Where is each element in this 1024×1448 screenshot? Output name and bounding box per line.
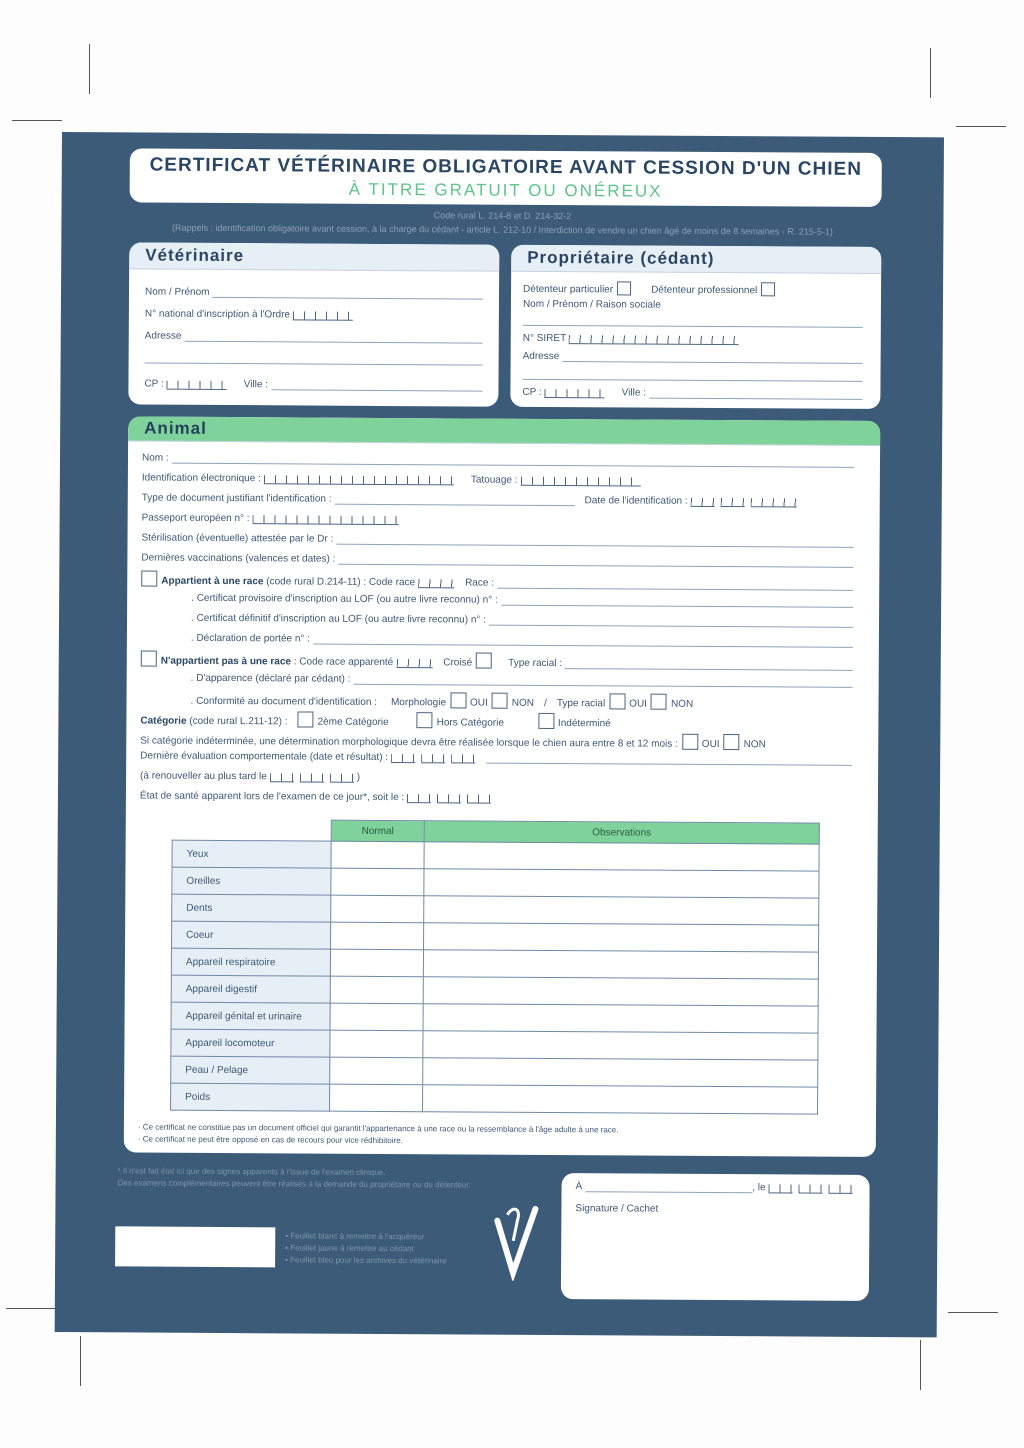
crop-mark bbox=[956, 126, 1006, 127]
normal-cell[interactable] bbox=[330, 1003, 423, 1031]
normal-cell[interactable] bbox=[331, 895, 424, 923]
health-row-label: Yeux bbox=[172, 840, 331, 868]
detenteur-checkboxes: Détenteur particulier Détenteur professionnel bbox=[523, 281, 779, 297]
normal-cell[interactable] bbox=[330, 1057, 423, 1085]
feuillet-jaune: • Feuillet jaune à remettre au cédant bbox=[285, 1243, 414, 1254]
health-row-label: Appareil génital et urinaire bbox=[171, 1002, 330, 1030]
indet-oui-checkbox[interactable] bbox=[682, 734, 698, 750]
racial-oui-checkbox[interactable] bbox=[609, 693, 625, 709]
health-row-label: Poids bbox=[171, 1083, 330, 1111]
categorie-row: Catégorie (code rural L.211-12) : 2ème Catégorie Hors Catégorie Indéterminé bbox=[140, 710, 610, 729]
evaluation-field[interactable]: Dernière évaluation comportementale (date et résultat) : bbox=[140, 750, 852, 765]
normal-cell[interactable] bbox=[331, 922, 424, 950]
lof-provisoire-field[interactable]: . Certificat provisoire d'inscription au LOF (ou autre livre reconnu) n° : bbox=[191, 593, 853, 608]
logo-v-stroke bbox=[497, 1209, 535, 1273]
morpho-oui-checkbox[interactable] bbox=[450, 692, 466, 708]
indetermine-checkbox[interactable] bbox=[538, 713, 554, 729]
col-observations: Observations bbox=[424, 821, 819, 844]
apparence-field[interactable]: . D'apparence (déclaré par cédant) : bbox=[191, 673, 853, 688]
animal-nom-field[interactable]: Nom : bbox=[142, 452, 854, 467]
lieu-date-field[interactable]: À , le bbox=[576, 1181, 856, 1194]
health-row-label: Peau / Pelage bbox=[171, 1056, 330, 1084]
animal-heading: Animal bbox=[128, 416, 880, 446]
prop-nom-field[interactable] bbox=[523, 315, 863, 328]
race-input[interactable] bbox=[497, 578, 853, 591]
observation-cell[interactable] bbox=[423, 1058, 818, 1087]
vet-ordre-field[interactable]: N° national d'inscription à l'Ordre bbox=[145, 309, 356, 321]
hors-cat-checkbox[interactable] bbox=[417, 712, 433, 728]
professionnel-checkbox[interactable] bbox=[761, 282, 775, 296]
racial-non-checkbox[interactable] bbox=[651, 694, 667, 710]
health-row bbox=[171, 1056, 818, 1087]
vet-cp-ville-field[interactable]: CP : Ville : bbox=[144, 379, 482, 392]
veterinaire-heading: Vétérinaire bbox=[129, 242, 499, 271]
declaration-portee-field[interactable]: . Déclaration de portée n° : bbox=[191, 633, 853, 648]
note-1: · Ce certificat ne constitue pas un document officiel qui garantit l'appartenance à une race ou la ressemblance à l'âge adulte à une race. bbox=[137, 1122, 619, 1135]
conformite-row: . Conformité au document d'identification : Morphologie OUI NON / Type racial OUI NON bbox=[190, 691, 693, 710]
feuillet-blanc: • Feuillet blanc à remettre à l'acquéreur bbox=[285, 1231, 425, 1242]
observation-cell[interactable] bbox=[424, 842, 819, 871]
rappels-line: (Rappels : identification obligatoire avant cession, à la charge du cédant - article L. 212-10 / Interdiction de vendre un chien âgé de moins de 8 semaines - R. 215-5-1) bbox=[171, 222, 833, 237]
code-reference: Code rural L. 214-8 et D. 214-32-2 bbox=[433, 210, 572, 222]
veterinary-logo-icon bbox=[483, 1201, 543, 1281]
normal-cell[interactable] bbox=[331, 868, 424, 896]
observation-cell[interactable] bbox=[423, 977, 818, 1006]
health-row bbox=[172, 894, 819, 925]
health-row-label: Coeur bbox=[172, 921, 331, 949]
health-row-label: Dents bbox=[172, 894, 331, 922]
health-row-label: Appareil respiratoire bbox=[171, 948, 330, 976]
animal-section bbox=[124, 416, 880, 1157]
crop-mark bbox=[12, 120, 62, 121]
cat2-checkbox[interactable] bbox=[297, 711, 313, 727]
crop-mark bbox=[6, 1308, 56, 1309]
crop-mark bbox=[920, 1340, 921, 1390]
health-row-label: Oreilles bbox=[172, 867, 331, 895]
page-subtitle: À TITRE GRATUIT OU ONÉREUX bbox=[348, 179, 663, 201]
health-row bbox=[171, 975, 818, 1006]
renouveler-field[interactable]: (à renouveller au plus tard le ) bbox=[140, 770, 361, 783]
race-row: Appartient à une race (code rural D.214-11) : Code race Race : bbox=[141, 570, 853, 590]
veterinaire-section bbox=[128, 242, 499, 406]
examen-note-2: Des examens complémentaires peuvent être réalisés à la demande du propriétaire ou du détenteur. bbox=[117, 1178, 471, 1190]
vet-adresse-line2[interactable] bbox=[145, 353, 483, 366]
vaccinations-field[interactable]: Dernières vaccinations (valences et dates) : bbox=[141, 552, 853, 567]
observation-cell[interactable] bbox=[423, 1031, 818, 1060]
certificate-sheet bbox=[55, 132, 944, 1337]
barcode-area bbox=[115, 1226, 275, 1267]
prop-cp-ville-field[interactable]: CP : Ville : bbox=[522, 387, 862, 400]
observation-cell[interactable] bbox=[424, 896, 819, 925]
health-table bbox=[170, 819, 820, 1115]
pas-race-checkbox[interactable] bbox=[141, 650, 157, 666]
croise-checkbox[interactable] bbox=[476, 653, 492, 669]
logo-caduceus-stroke bbox=[507, 1209, 518, 1241]
passeport-field[interactable]: Passeport européen n° : bbox=[142, 512, 402, 525]
health-row bbox=[172, 921, 819, 952]
observation-cell[interactable] bbox=[424, 923, 819, 952]
col-normal: Normal bbox=[331, 820, 424, 842]
pas-race-row: N'appartient pas à une race : Code race apparenté Croisé Type racial : bbox=[141, 650, 853, 670]
normal-cell[interactable] bbox=[331, 841, 424, 869]
health-row bbox=[171, 1083, 818, 1114]
observation-cell[interactable] bbox=[424, 869, 819, 898]
examen-note-1: * Il n'est fait état ici que des signes apparents à l'issue de l'examen clinique. bbox=[117, 1166, 386, 1177]
etat-sante-field[interactable]: État de santé apparent lors de l'examen de ce jour*, soit le : bbox=[140, 790, 494, 803]
feuillet-bleu: • Feuillet bleu pour les archives du vétérinaire bbox=[285, 1255, 447, 1266]
particulier-checkbox[interactable] bbox=[617, 281, 631, 295]
signature-label: Signature / Cachet bbox=[575, 1203, 659, 1215]
type-racial-input[interactable] bbox=[565, 658, 853, 671]
prop-siret-field[interactable]: N° SIRET bbox=[523, 333, 743, 345]
crop-mark bbox=[89, 44, 90, 94]
note-2: · Ce certificat ne peut être opposé en cas de recours pour vice rédhibitoire. bbox=[137, 1134, 403, 1146]
health-row bbox=[172, 840, 819, 871]
prop-nom-label: Nom / Prénom / Raison sociale bbox=[522, 298, 661, 311]
health-row-label: Appareil locomoteur bbox=[171, 1029, 330, 1057]
crop-mark bbox=[80, 1336, 81, 1386]
page-title: CERTIFICAT VÉTÉRINAIRE OBLIGATOIRE AVANT CESSION D'UN CHIEN bbox=[149, 154, 863, 180]
vet-nom-field[interactable]: Nom / Prénom bbox=[145, 287, 483, 300]
prop-adresse-line2[interactable] bbox=[522, 369, 862, 382]
morpho-non-checkbox[interactable] bbox=[492, 693, 508, 709]
normal-cell[interactable] bbox=[330, 976, 423, 1004]
cat-indet-row: Si catégorie indéterminée, une détermination morphologique devra être réalisée lorsque le chien aura entre 8 et 12 mois : OUI NON bbox=[140, 735, 766, 751]
normal-cell[interactable] bbox=[330, 949, 423, 977]
observation-cell[interactable] bbox=[423, 1085, 818, 1114]
health-row bbox=[172, 867, 819, 898]
race-checkbox[interactable] bbox=[141, 570, 157, 586]
identification-field[interactable]: Identification électronique : Tatouage : bbox=[142, 472, 644, 486]
health-row bbox=[171, 1002, 818, 1033]
sterilisation-field[interactable]: Stérilisation (éventuelle) attestée par le Dr : bbox=[141, 532, 853, 547]
normal-cell[interactable] bbox=[330, 1030, 423, 1058]
health-row-label: Appareil digestif bbox=[171, 975, 330, 1003]
health-row bbox=[171, 1029, 818, 1060]
proprietaire-section bbox=[510, 245, 881, 409]
observation-cell[interactable] bbox=[423, 1004, 818, 1033]
type-doc-field[interactable]: Type de document justifiant l'identification : Date de l'identification : bbox=[142, 492, 854, 507]
prop-adresse-field[interactable]: Adresse bbox=[523, 351, 863, 364]
vet-adresse-field[interactable]: Adresse bbox=[145, 331, 483, 344]
title-box bbox=[130, 148, 882, 207]
lof-definitif-field[interactable]: . Certificat définitif d'inscription au LOF (ou autre livre reconnu) n° : bbox=[191, 613, 853, 628]
indet-non-checkbox[interactable] bbox=[724, 734, 740, 750]
proprietaire-heading: Propriétaire (cédant) bbox=[511, 245, 881, 274]
crop-mark bbox=[930, 48, 931, 98]
health-row bbox=[171, 948, 818, 979]
normal-cell[interactable] bbox=[330, 1084, 423, 1112]
crop-mark bbox=[948, 1312, 998, 1313]
signature-box bbox=[561, 1173, 870, 1301]
observation-cell[interactable] bbox=[423, 950, 818, 979]
